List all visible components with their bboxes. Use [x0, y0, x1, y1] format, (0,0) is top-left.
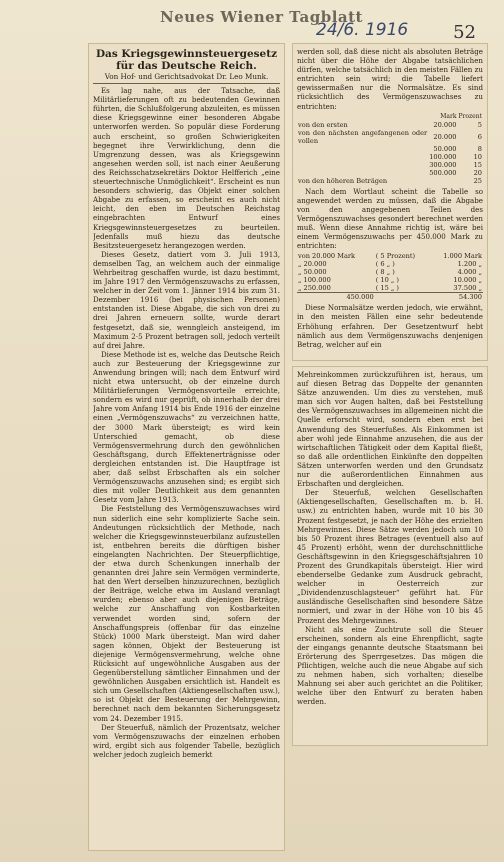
table-row: [297, 121, 483, 129]
paragraph: Der Steuerfuß, nämlich der Prozentsatz, welcher vom Vermögenszuwachs der einzelnen erhoben wird, ergibt sich aus folgender Tabelle, bezüglich welcher jedoch zugleich bemerkt: [93, 722, 280, 759]
table-cell: 50.000: [433, 144, 457, 153]
calculation-table: [297, 252, 483, 301]
table-cell: ( 10 „ ): [375, 276, 399, 285]
article-right-top: [297, 47, 483, 357]
paragraph: Nach dem Wortlaut scheint die Tabelle so angewendet werden zu müssen, daß die Abgabe von den angegebenen Teilen des Vermögenszuwachses gesondert berechnet werden muß. Wenn diese Annahme richtig ist, wäre bei einem Vermögenszuwachs per 450.000 Mark zu entrichten:: [297, 186, 483, 251]
table-cell: 1.000 Mark: [443, 252, 482, 261]
table-row: [297, 252, 483, 260]
article-right-bottom: [297, 370, 483, 742]
table-row: [297, 268, 483, 276]
newspaper-masthead: Neues Wiener Tagblatt: [160, 8, 363, 26]
page-number: 52: [453, 22, 476, 43]
divider: [93, 83, 280, 84]
table-cell: [428, 177, 457, 185]
table-cell: 20.000: [433, 120, 457, 129]
table-cell: 300.000: [429, 160, 457, 169]
table-cell: [297, 169, 428, 177]
table-cell: „ 50.000: [298, 268, 327, 277]
table-row: [297, 284, 483, 293]
table-cell: [297, 161, 428, 169]
table-total-row: [297, 293, 483, 302]
table-cell: ( 6 „ ): [375, 260, 395, 269]
paragraph: Nicht als eine Zuchtrute soll die Steuer erscheinen, sondern als eine Ehrenpflicht, sagte der eingangs genannte deutsche Staatsmann bei Erörterung des Sperrgesetzes. Das mögen die Pflichtigen, welche auch die neue Abgabe auf sich zu nehmen haben, sich vorhalten; dieselbe Mahnung sei aber auch gerichtet an die Politiker, welche über den Entwurf zu beraten haben werden.: [297, 624, 483, 707]
table-cell: 25: [473, 176, 482, 185]
table-cell: „ 250.000: [298, 284, 331, 293]
handwritten-date: 24/6. 1916: [316, 20, 409, 40]
table-cell: von den nächsten angefangenen oder vollen: [298, 128, 428, 145]
table-header-percent: Prozent: [458, 112, 482, 120]
article-left-column: [93, 48, 280, 846]
table-cell: 6: [477, 132, 482, 141]
table-cell: 5: [477, 120, 482, 129]
rate-table: [297, 113, 483, 185]
table-cell: [297, 145, 428, 153]
table-row: [297, 145, 483, 153]
table-cell: [297, 113, 428, 121]
table-row: [297, 129, 483, 145]
table-cell: 8: [477, 144, 482, 153]
table-row: [297, 260, 483, 268]
table-cell: „ 100.000: [298, 276, 331, 285]
article-headline: Das Kriegsgewinnsteuergesetz für das Deutsche Reich.: [95, 48, 278, 72]
table-cell: [297, 153, 428, 161]
table-cell: 20: [473, 168, 482, 177]
paragraph: Der Steuerfuß, welchen Gesellschaften (Aktiengesellschaften, Gesellschaften m. b. H. usw.) zu entrichten haben, wurde mit 10 bis 30 Prozent festgesetzt, je nach der Höhe des erzielten Mehrgewinnes. Diese Sätze werden jedoch um 10 bis 50 Prozent ihres Betrages (eventuell also auf 45 Prozent) erhöht, wenn der durchschnittliche Geschäftsgewinn in den Kriegsgeschäftsjahren 10 Prozent des Grundkapitals übersteigt. Hier wird ebenderselbe Gedanke zum Ausdruck gebracht, welcher in Oesterreich zur „Dividendenzuschlagsteuer“ geführt hat. Für ausländische Gesellschaften sind besondere Sätze normiert, und zwar in der Höhe von 10 bis 45 Prozent des Mehrgewinnes.: [297, 488, 483, 625]
table-cell: von den höheren Beträgen: [298, 176, 388, 185]
table-row: [297, 161, 483, 169]
table-cell: 500.000: [429, 168, 457, 177]
paragraph: Die Feststellung des Vermögenszuwachses wird nun siderlich eine sehr komplizierte Sache sein. Andeutungen rücksichtlich der Methode, nach welcher die Kriegsgewinnsteuerbilanz aufzustellen ist, entbehren bereits die dürftigen bisher eingelangten Nachrichten. Der Steuerpflichtige, der etwa durch Schenkungen innerhalb der genannten drei Jahre sein Vermögen verminderte, hat den Wert derselben hinzuzurechnen, bezüglich der Beiträge, welche etwa im Ausland veranlagt wurden; ebenso aber auch diejenigen Beträge, welche zur Anschaffung von Kostbarkeiten verwendet worden sind, sofern der Anschaffungspreis (offenbar für das einzelne Stück) 1000 Mark übersteigt. Man wird daher sagen können, Objekt der Besteuerung ist diejenige Vermögensvermehrung, welche ohne Rücksicht auf ungewöhnliche Ausgaben aus der Gegenüberstellung sämtlicher Einnahmen und der gewöhnlichen Ausgaben ersichtlich ist. Handelt es sich um Gesellschaften (Aktiengesellschaften usw.), so ist Objekt der Besteuerung der Mehrgewinn, berechnet nach dem bekannten Sicherungsgesetz vom 24. Dezember 1915.: [93, 504, 280, 723]
paragraph: Diese Methode ist es, welche das Deutsche Reich auch zur Besteuerung der Kriegsgewinne zur Anwendung bringen will; nach dem Entwurf wird nicht etwa untersucht, ob der einzelne durch Militärlieferungen Vermögensvorteile erreichte, sondern es wird nur geprüft, ob innerhalb der drei Jahre vom Anfang 1914 bis Ende 1916 der einzelne einen „Vermögenszuwachs“ zu verzeichnen hatte, der 3000 Mark übersteigt; es wird kein Unterschied gemacht, ob diese Vermögensvermehrung durch den gewöhnlichen Geschäftsgang, durch Effektenerträgnisse oder dergleichen entstanden ist. Die Hauptfrage ist aber, daß selbst Erbschaften als ein solcher Vermögenszuwachs anzusehen sind; es ergibt sich dies mit voller Deutlichkeit aus dem genannten Gesetz vom Jahre 1913.: [93, 349, 280, 505]
table-cell: [375, 293, 429, 302]
table-cell: 4.000 „: [457, 268, 482, 277]
table-cell: 37.500 „: [453, 284, 482, 293]
table-cell: ( 15 „ ): [375, 284, 399, 293]
table-cell: 10.000 „: [453, 276, 482, 285]
table-header-mark: Mark: [440, 112, 457, 120]
table-cell: 15: [473, 160, 482, 169]
paragraph: werden soll, daß diese nicht als absoluten Beträge nicht über die Höhe der Abgabe tatsächlichen dürfen, welche tatsächlich in den meisten Fällen zu entrichten sein wird; die Tabelle liefert gewissermaßen nur die Normalsätze. Es sind rücksichtlich des Vermögenszuwachses zu entrichten:: [297, 47, 483, 111]
table-cell: ( 5 Prozent): [375, 252, 416, 261]
table-cell: 100.000: [429, 152, 457, 161]
table-cell: ( 8 „ ): [375, 268, 395, 277]
table-cell: 1.200 „: [457, 260, 482, 269]
table-cell: 20.000: [433, 132, 457, 141]
table-cell: „ 20.000: [298, 260, 327, 269]
article-byline: Von Hof- und Gerichtsadvokat Dr. Leo Munk.: [104, 72, 269, 81]
table-cell: 450.000: [346, 293, 374, 302]
table-cell: 54.300: [458, 293, 482, 302]
table-row: [297, 177, 483, 185]
table-cell: 10: [473, 152, 482, 161]
table-cell: von 20.000 Mark: [298, 252, 356, 261]
paragraph: Es lag nahe, aus der Tatsache, daß Militärlieferungen oft zu bedeutenden Gewinnen führten, die Schlußfolgerung abzuleiten, es müssen diese Kriegsgewinne einer besonderen Abgabe unterworfen werden. So populär diese Forderung auch erscheint, so großen Schwierigkeiten begegnet ihre Verwirklichung, denn die Umgrenzung dessen, was als Kriegsgewinn angesehen werden soll, ist nach einer Aeußerung des Reichsschatzsekretärs Doktor Helfferich „eine steuertechnische Unmöglichkeit“. Erscheint es nun besonders schwierig, das Objekt einer solchen Abgabe zu erfassen, so erscheint es auch nicht leicht, den eben im Deutschen Reichstag eingebrachten Entwurf eines Kriegsgewinnsteuergesetzes zu beurteilen. Jedenfalls muß hiezu das deutsche Besitzsteuergesetz herangezogen werden.: [93, 86, 280, 250]
paragraph: Mehreinkommen zurückzuführen ist, heraus, um auf diesen Betrag das Doppelte der genannten Sätze anzuwenden. Um dies zu verstehen, muß man sich vor Augen halten, daß bei Feststellung des Vermögenszuwachses im allgemeinen nicht die Quelle erforscht wird, sondern eben erst bei Anwendung des Steuerfußes. Als Einkommen ist aber wohl jede Einnahme anzusehen, die aus der wirtschaftlichen Tätigkeit oder dem Kapital fließt, so daß alle ordentlichen Einkünfte den doppelten Sätzen unterworfen werden und den Grundsatz nur die außerordentlichen Einnahmen aus Erbschaften und dergleichen.: [297, 370, 483, 489]
table-cell: von den ersten: [298, 120, 348, 129]
paragraph: Diese Normalsätze werden jedoch, wie erwähnt, in den meisten Fällen eine sehr bedeutende Erhöhung erfahren. Der Gesetzentwurf hebt nämlich aus dem Vermögenszuwachs denjenigen Betrag, welcher auf ein: [297, 303, 483, 349]
table-row: [297, 153, 483, 161]
table-row: [297, 276, 483, 284]
table-row: [297, 169, 483, 177]
paragraph: Dieses Gesetz, datiert vom 3. Juli 1913, demselben Tag, an welchem auch der einmalige Wehrbeitrag geschaffen wurde, ist dazu bestimmt, im Jahre 1917 den Vermögenszuwachs zu erfassen, welcher in der Zeit vom 1. Jänner 1914 bis zum 31. Dezember 1916 (bei physischen Personen) entstanden ist. Diese Abgabe, die sich von drei zu drei Jahren erneuern sollte, wurde derart festgesetzt, daß sie, wenngleich ansteigend, im Maximum 2·5 Prozent betragen soll, jedoch verteilt auf drei Jahre.: [93, 249, 280, 350]
